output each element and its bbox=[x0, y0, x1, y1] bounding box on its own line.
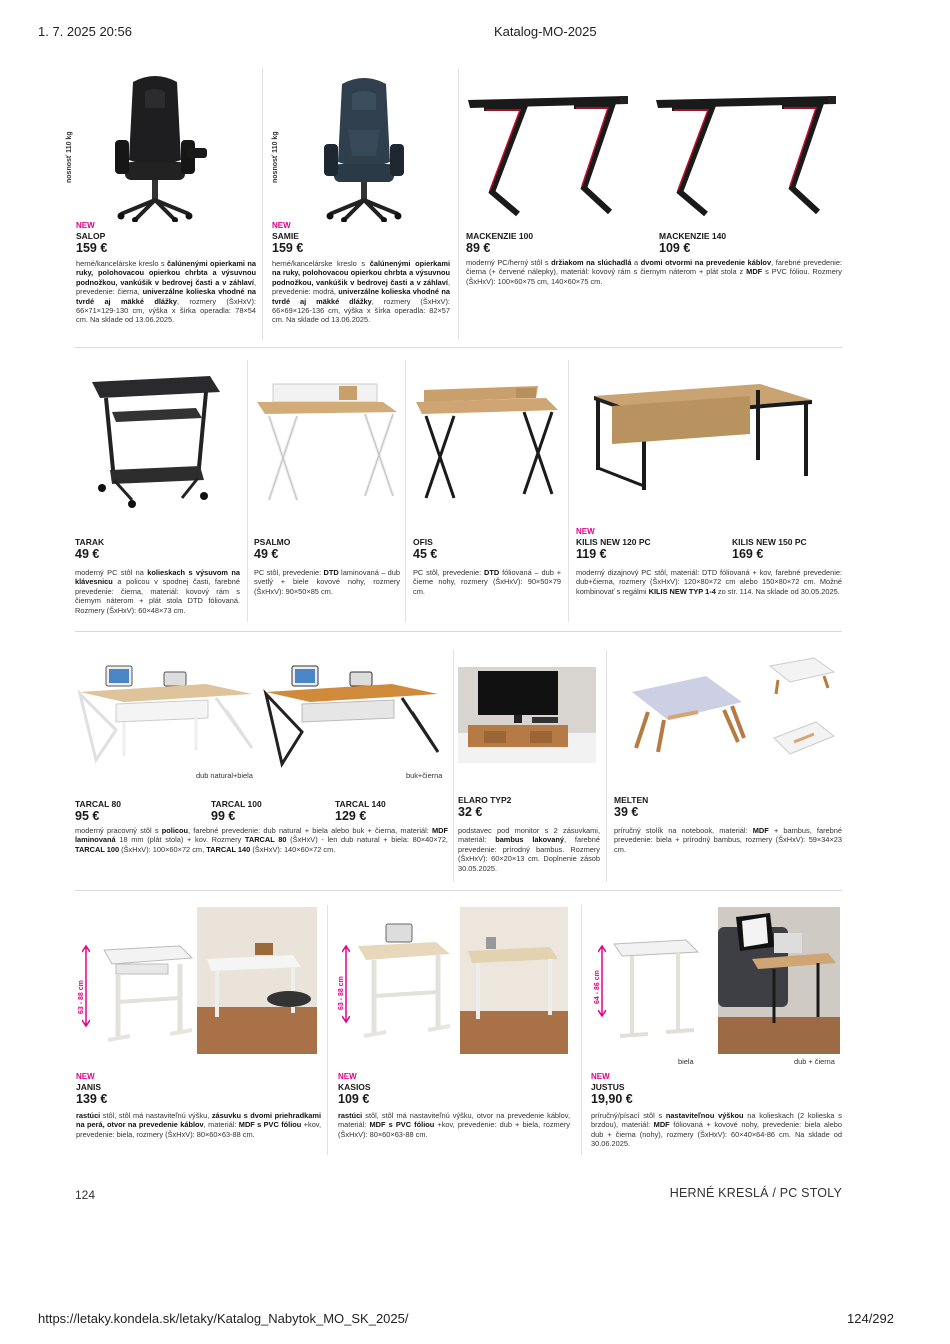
product-price: 159 € bbox=[76, 241, 108, 255]
product-description: moderný pracovný stôl s policou, farebné prevedenie: dub natural + biela alebo buk + čierna, materiál: MDF laminovaná 18 mm (plát stola) + kov. Rozmery TARCAL 80 (ŠxHxV) - len dub natural + biela: 80×40×72, TARCAL 100 (ŠxHxV): 100×60×72 cm, TARCAL 140 (ŠxHxV): 140×60×72 cm. bbox=[75, 826, 448, 854]
print-datetime: 1. 7. 2025 20:56 bbox=[38, 24, 132, 39]
tarak-desk-image bbox=[86, 370, 226, 520]
capacity-label: nosnosť 110 kg bbox=[66, 131, 73, 183]
product-price: 49 € bbox=[254, 547, 279, 561]
section-title: HERNÉ KRESLÁ / PC STOLY bbox=[669, 1186, 842, 1200]
product-name: MACKENZIE 100 bbox=[466, 231, 534, 241]
height-range-label: 63 - 88 cm bbox=[338, 976, 345, 1010]
product-price: 129 € bbox=[335, 809, 367, 823]
new-badge: NEW bbox=[338, 1072, 357, 1081]
product-description: rastúci stôl, stôl má nastaviteľnú výšku, zásuvku s dvomi priehradkami na perá, otvor na prevedenie káblov, materiál: MDF s PVC fóliou +kov, prevedenie: biela, rozmery (ŠxHxV): 80×60×63-88 cm. bbox=[76, 1111, 322, 1139]
product-price: 45 € bbox=[413, 547, 438, 561]
column-divider bbox=[606, 650, 607, 882]
product-price: 119 € bbox=[576, 547, 607, 561]
product-description: herné/kancelárske kreslo s čalúnenými opierkami na ruky, polohovacou opierkou chrbta a výsuvnou podnožkou, vankúšik v bedrovej časti a v záhlaví, prevedenie: modrá, univerzálne kolieska vhodné na tvrdé aj mäkké dlážky, rozmery (ŠxHxV): 66×69×126-136 cm, výška x šírka operadla: 82×57 cm. Na sklade od 13.06.2025. bbox=[272, 259, 450, 325]
product-name: MACKENZIE 140 bbox=[659, 231, 727, 241]
salop-chair-image bbox=[95, 70, 215, 222]
product-name: OFIS bbox=[413, 537, 433, 547]
samie-chair-image bbox=[300, 70, 430, 222]
product-price: 95 € bbox=[75, 809, 100, 823]
product-price: 32 € bbox=[458, 805, 483, 819]
row-divider bbox=[75, 890, 842, 891]
justus-white-table-image bbox=[608, 936, 702, 1048]
kilis-desk-image bbox=[590, 380, 815, 492]
product-price: 99 € bbox=[211, 809, 236, 823]
product-name: TARCAL 100 bbox=[211, 799, 262, 809]
height-arrow-icon bbox=[598, 944, 606, 1018]
product-name: KASIOS bbox=[338, 1082, 371, 1092]
row-divider bbox=[75, 347, 842, 348]
column-divider bbox=[262, 68, 263, 340]
product-price: 159 € bbox=[272, 241, 304, 255]
product-name: SALOP bbox=[76, 231, 106, 241]
product-description: PC stôl, prevedenie: DTD fóliovaná – dub + čierne nohy, rozmery (ŠxHxV): 90×50×79 cm. bbox=[413, 568, 562, 596]
kasios-desk-image bbox=[352, 916, 454, 1048]
product-name: TARAK bbox=[75, 537, 105, 547]
print-title: Katalog-MO-2025 bbox=[494, 24, 597, 39]
new-badge: NEW bbox=[76, 221, 95, 230]
column-divider bbox=[581, 905, 582, 1155]
variant-caption: buk+čierna bbox=[406, 771, 443, 780]
product-name: KILIS NEW 150 PC bbox=[732, 537, 807, 547]
product-name: PSALMO bbox=[254, 537, 291, 547]
elaro-monitor-stand-image bbox=[458, 667, 596, 763]
height-range-label: 63 - 88 cm bbox=[78, 980, 85, 1014]
melten-laptop-table-image bbox=[618, 652, 840, 770]
product-name: TARCAL 80 bbox=[75, 799, 121, 809]
height-range-label: 64 - 86 cm bbox=[594, 970, 601, 1004]
tarcal-oak-white-desk-image bbox=[76, 660, 256, 780]
variant-caption: dub + čierna bbox=[794, 1057, 835, 1066]
new-badge: NEW bbox=[591, 1072, 610, 1081]
column-divider bbox=[568, 360, 569, 622]
product-name: TARCAL 140 bbox=[335, 799, 386, 809]
column-divider bbox=[405, 360, 406, 622]
product-price: 39 € bbox=[614, 805, 639, 819]
kasios-room-photo bbox=[460, 907, 568, 1054]
variant-caption: biela bbox=[678, 1057, 694, 1066]
mackenzie-140-desk-image bbox=[654, 92, 839, 222]
product-description: príručný/písací stôl s nastaviteľnou výškou na kolieskach (2 kolieska s brzdou), materiál: MDF fóliovaná + kovové nohy, prevedenie: biela alebo dub + čierna (nohy), rozmery (ŠxHxV): 60×40×64-86 cm. Na sklade od 30.06.2025. bbox=[591, 1111, 843, 1149]
product-name: KILIS NEW 120 PC bbox=[576, 537, 651, 547]
row-divider bbox=[75, 631, 842, 632]
product-name: JUSTUS bbox=[591, 1082, 625, 1092]
mackenzie-100-desk-image bbox=[466, 92, 631, 222]
product-price: 109 € bbox=[338, 1092, 370, 1106]
janis-room-photo bbox=[197, 907, 317, 1054]
new-badge: NEW bbox=[576, 527, 595, 536]
product-description: moderný dizajnový PC stôl, materiál: DTD fóliovaná + kov, farebné prevedenie: dub+čierna, rozmery (ŠxHxV): 120×80×72 cm alebo 150×80×72 cm. Možné kombinovať s regálmi KILIS NEW TYP 1-4 zo str. 114. Na sklade od 30.05.2025. bbox=[576, 568, 842, 596]
ofis-desk-image bbox=[412, 380, 562, 510]
product-description: podstavec pod monitor s 2 zásuvkami, materiál: bambus lakovaný, farebné prevedenie: prírodný bambus. Rozmery (ŠxHxV): 60×20×13 cm. Doplnenie zásob 30.05.2025. bbox=[458, 826, 600, 873]
product-description: PC stôl, prevedenie: DTD laminovaná – dub svetlý + biele kovové nohy, rozmery (ŠxHxV): 90×50×85 cm. bbox=[254, 568, 400, 596]
product-price: 169 € bbox=[732, 547, 764, 561]
justus-room-photo bbox=[718, 907, 840, 1054]
product-description: rastúci stôl, stôl má nastaviteľnú výšku, otvor na prevedenie káblov, materiál: MDF s PVC fóliou +kov, prevedenie: dub + biela, rozmery (ŠxHxV): 80×60×63-88 cm. bbox=[338, 1111, 570, 1139]
product-name: MELTEN bbox=[614, 795, 649, 805]
print-page-count: 124/292 bbox=[847, 1311, 894, 1326]
print-url[interactable]: https://letaky.kondela.sk/letaky/Katalog_Nabytok_MO_SK_2025/ bbox=[38, 1311, 409, 1326]
column-divider bbox=[247, 360, 248, 622]
product-description: herné/kancelárske kreslo s čalúnenými opierkami na ruky, polohovacou opierkou chrbta a výsuvnou podnožkou, vankúšik v bedrovej časti a v záhlaví, prevedenie: čierna, univerzálne kolieska vhodné na tvrdé aj mäkké dlážky, rozmery (ŠxHxV): 66×71×129-130 cm, výška x šírka operadla: 78×54 cm. Na sklade od 13.06.2025. bbox=[76, 259, 256, 325]
new-badge: NEW bbox=[76, 1072, 95, 1081]
product-description: moderný PC/herný stôl s držiakom na slúchadlá a dvomi otvormi na prevedenie káblov, farebné prevedenie: čierna (+ červené nálepky), materiál: kovový rám s čiernym náterom + plát stola z MDF s PVC fóliou. Rozmery (ŠxHxV): 100×60×75 cm, 140×60×75 cm. bbox=[466, 258, 842, 286]
height-arrow-icon bbox=[82, 944, 90, 1028]
product-name: ELARO TYP2 bbox=[458, 795, 512, 805]
page-number: 124 bbox=[75, 1188, 96, 1202]
product-price: 109 € bbox=[659, 241, 691, 255]
new-badge: NEW bbox=[272, 221, 291, 230]
product-price: 139 € bbox=[76, 1092, 108, 1106]
product-name: JANIS bbox=[76, 1082, 102, 1092]
tarcal-beech-black-desk-image bbox=[262, 660, 444, 786]
variant-caption: dub natural+biela bbox=[196, 771, 253, 780]
product-name: SAMIE bbox=[272, 231, 299, 241]
column-divider bbox=[453, 650, 454, 882]
product-description: príručný stolík na notebook, materiál: MDF + bambus, farebné prevedenie: biela + prírodný bambus, rozmery (ŠxHxV): 59×34×23 cm. bbox=[614, 826, 842, 854]
product-description: moderný PC stôl na kolieskach s výsuvom na klávesnicu a policou v spodnej časti, farebné prevedenie: čierna, materiál: kovový rám s čiernym náterom + plát stola DTD fóliovaná. Rozmery (ŠxHxV): 60×48×73 cm. bbox=[75, 568, 240, 615]
height-arrow-icon bbox=[342, 944, 350, 1024]
product-price: 89 € bbox=[466, 241, 491, 255]
capacity-label: nosnosť 110 kg bbox=[272, 131, 279, 183]
psalmo-desk-image bbox=[253, 380, 401, 510]
product-price: 19,90 € bbox=[591, 1092, 633, 1106]
product-price: 49 € bbox=[75, 547, 100, 561]
column-divider bbox=[327, 905, 328, 1155]
janis-desk-image bbox=[94, 940, 196, 1048]
column-divider bbox=[458, 68, 459, 340]
